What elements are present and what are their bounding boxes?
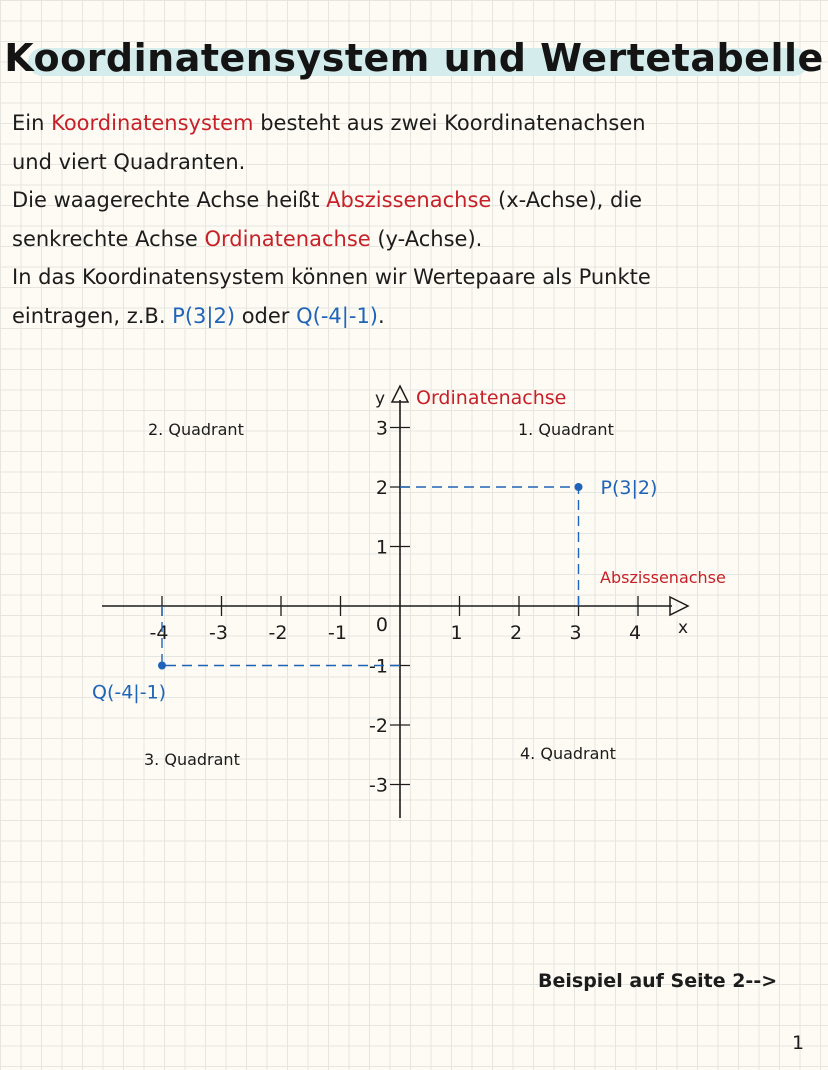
intro-text-span: Ein (12, 111, 52, 135)
y-axis-letter: y (374, 389, 386, 409)
x-axis-arrow-icon (670, 597, 688, 615)
point-marker (575, 483, 583, 491)
intro-text-span: (y-Achse). (370, 226, 483, 251)
intro-text-span: eintragen, z.B. (12, 303, 173, 328)
x-tick-label: -2 (268, 622, 288, 644)
x-tick-label: -3 (209, 622, 228, 644)
term-ordinatenachse: Ordinatenachse (204, 226, 371, 251)
term-abszissenachse: Abszissenachse (326, 188, 492, 212)
term-koordinatensystem: Koordinatensystem (51, 111, 254, 135)
intro-line-2: und viert Quadranten. (12, 149, 246, 174)
quadrant-label: 2. Quadrant (148, 420, 244, 439)
intro-text-span: oder (235, 303, 297, 328)
point-label: Q(-4|-1) (92, 681, 167, 704)
y-tick-label: 3 (375, 417, 388, 440)
x-tick-label: 2 (509, 622, 523, 644)
intro-text-span: senkrechte Achse (12, 226, 205, 251)
x-axis-name: Abszissenachse (600, 568, 726, 587)
quadrant-label: 1. Quadrant (518, 420, 614, 439)
quadrant-label: 3. Quadrant (144, 750, 240, 769)
y-tick-label: -2 (369, 715, 388, 737)
intro-text-span: besteht aus zwei Koordinatenachsen (253, 111, 646, 135)
example-point-p: P(3|2) (172, 303, 236, 328)
x-tick-label: -1 (328, 622, 347, 644)
next-page-hint[interactable]: Beispiel auf Seite 2--> (538, 970, 778, 992)
x-tick-label: -4 (149, 622, 169, 644)
y-tick-label: -1 (369, 655, 388, 678)
intro-text-span: Die waagerechte Achse heißt (12, 188, 327, 212)
intro-line-5: In das Koordinatensystem können wir Wertepaare als Punkte (12, 265, 651, 289)
y-axis-arrow-icon (392, 386, 408, 402)
x-tick-label: 4 (628, 622, 642, 644)
intro-text-span: . (378, 303, 385, 328)
y-tick-label: 1 (375, 536, 388, 559)
page-number: 1 (792, 1032, 805, 1054)
origin-label: 0 (375, 614, 388, 636)
point-label: P(3|2) (600, 477, 658, 499)
y-axis-name: Ordinatenachse (416, 387, 567, 409)
x-axis-letter: x (677, 618, 689, 638)
intro-text-span: (x-Achse), die (491, 188, 643, 212)
y-tick-label: 2 (375, 477, 388, 499)
y-tick-label: -3 (369, 774, 388, 797)
page-title: Koordinatensystem und Wertetabelle (4, 36, 824, 80)
quadrant-label: 4. Quadrant (520, 744, 616, 763)
example-point-q: Q(-4|-1) (296, 303, 378, 328)
x-tick-label: 3 (569, 622, 582, 644)
point-marker (158, 662, 166, 670)
x-tick-label: 1 (450, 622, 463, 644)
